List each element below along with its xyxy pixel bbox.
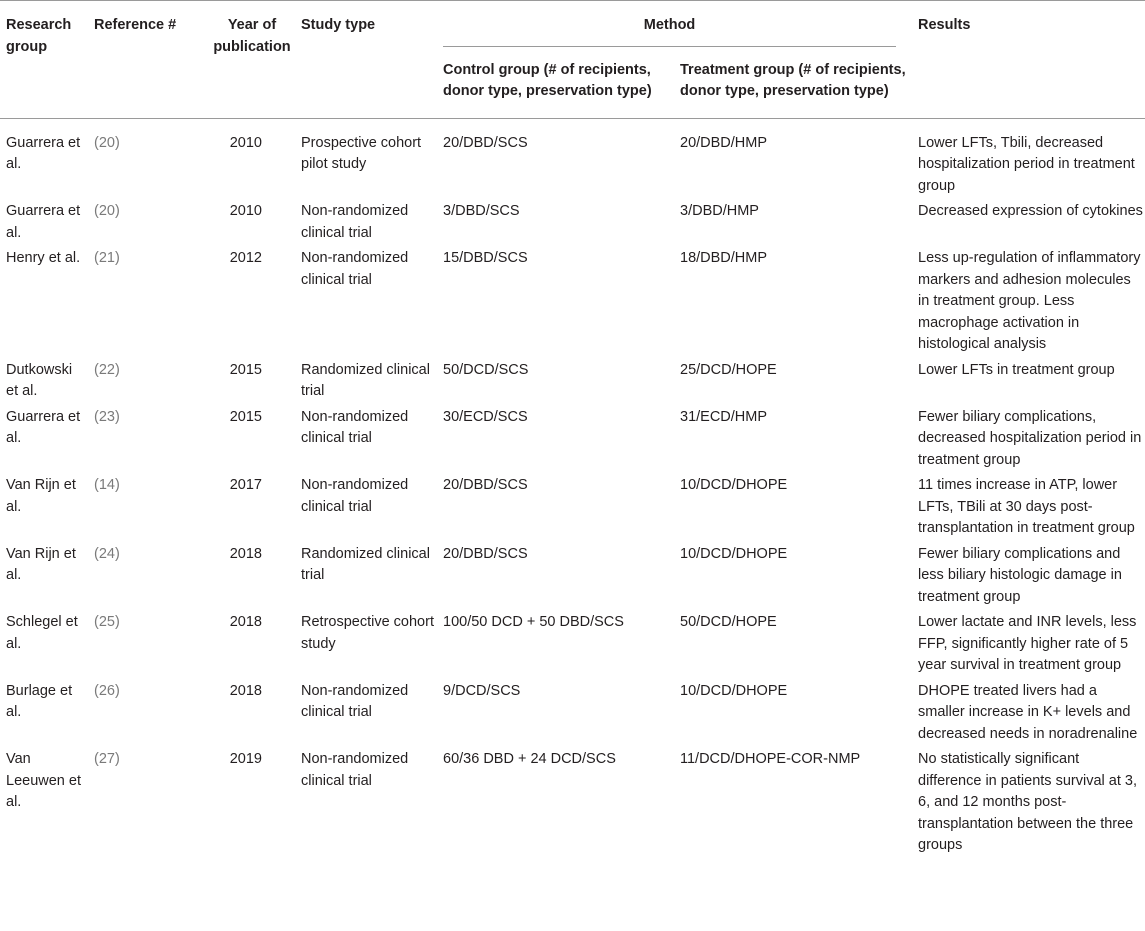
cell-results: Lower LFTs in treatment group bbox=[918, 361, 1115, 378]
cell-study-type: Prospective cohort pilot study bbox=[301, 134, 422, 172]
cell-treatment-group: 31/ECD/HMP bbox=[680, 408, 768, 425]
cell-treatment-group: 10/DCD/DHOPE bbox=[680, 682, 788, 699]
cell-results: Fewer biliary complications, decreased hospitalization period in treatment group bbox=[918, 408, 1142, 468]
cell-year: 2019 bbox=[229, 751, 262, 767]
cell-results: No statistically significant difference in patients survival at 3, 6, and 12 months post-transplantation between the three groups bbox=[918, 751, 1137, 853]
cell-treatment-group: 50/DCD/HOPE bbox=[680, 614, 777, 630]
table-row bbox=[0, 681, 1145, 750]
cell-reference: (27) bbox=[94, 751, 120, 767]
table-row bbox=[0, 475, 1145, 544]
cell-treatment-group: 18/DBD/HMP bbox=[680, 250, 768, 266]
table-row bbox=[0, 612, 1145, 681]
cell-year: 2018 bbox=[229, 614, 262, 630]
table-row bbox=[0, 118, 1145, 201]
cell-results: Decreased expression of cytokines bbox=[918, 203, 1143, 219]
header-results: Results bbox=[918, 17, 971, 33]
cell-study-type: Randomized clinical trial bbox=[301, 361, 430, 399]
cell-control-group: 100/50 DCD + 50 DBD/SCS bbox=[443, 614, 624, 630]
cell-reference: (25) bbox=[94, 614, 120, 630]
header-treatment-group: Treatment group (# of recipients, donor type, preservation type) bbox=[680, 61, 906, 99]
cell-study-type: Non-randomized clinical trial bbox=[301, 203, 409, 241]
cell-reference: (24) bbox=[94, 545, 120, 562]
cell-research-group: Van Rijn et al. bbox=[6, 477, 76, 515]
cell-reference: (14) bbox=[94, 477, 120, 493]
header-method bbox=[437, 1, 912, 54]
header-control-group: Control group (# of recipients, donor type, preservation type) bbox=[443, 61, 652, 99]
cell-study-type: Non-randomized clinical trial bbox=[301, 408, 409, 446]
cell-treatment-group: 25/DCD/HOPE bbox=[680, 361, 777, 378]
header-study-type: Study type bbox=[301, 17, 376, 33]
cell-treatment-group: 10/DCD/DHOPE bbox=[680, 477, 788, 493]
header-method-label: Method bbox=[443, 15, 896, 47]
cell-reference: (23) bbox=[94, 408, 120, 425]
header-row bbox=[0, 1, 1145, 54]
cell-results: Lower LFTs, Tbili, decreased hospitalization period in treatment group bbox=[918, 134, 1135, 194]
cell-control-group: 60/36 DBD + 24 DCD/SCS bbox=[443, 751, 616, 767]
cell-study-type: Randomized clinical trial bbox=[301, 545, 430, 583]
cell-control-group: 9/DCD/SCS bbox=[443, 682, 521, 699]
cell-results: Lower lactate and INR levels, less FFP, significantly higher rate of 5 year survival in treatment group bbox=[918, 614, 1137, 673]
cell-research-group: Van Leeuwen et al. bbox=[6, 751, 81, 810]
cell-study-type: Non-randomized clinical trial bbox=[301, 751, 409, 789]
cell-control-group: 20/DBD/SCS bbox=[443, 134, 528, 151]
cell-study-type: Non-randomized clinical trial bbox=[301, 682, 409, 720]
table-row bbox=[0, 407, 1145, 476]
table-row bbox=[0, 248, 1145, 360]
cell-reference: (20) bbox=[94, 134, 120, 151]
table-row bbox=[0, 749, 1145, 861]
header-year: Year of publication bbox=[213, 17, 291, 55]
cell-control-group: 3/DBD/SCS bbox=[443, 203, 520, 219]
cell-treatment-group: 3/DBD/HMP bbox=[680, 203, 759, 219]
cell-research-group: Guarrera et al. bbox=[6, 408, 81, 446]
cell-research-group: Henry et al. bbox=[6, 250, 81, 266]
cell-reference: (21) bbox=[94, 250, 120, 266]
cell-year: 2018 bbox=[229, 545, 262, 562]
cell-reference: (26) bbox=[94, 682, 120, 699]
cell-research-group: Guarrera et al. bbox=[6, 134, 81, 172]
cell-research-group: Van Rijn et al. bbox=[6, 545, 76, 583]
cell-year: 2018 bbox=[229, 682, 262, 699]
cell-research-group: Guarrera et al. bbox=[6, 203, 81, 241]
cell-year: 2015 bbox=[229, 361, 262, 378]
table-row bbox=[0, 544, 1145, 613]
cell-results: DHOPE treated livers had a smaller increase in K+ levels and decreased needs in noradrenaline bbox=[918, 682, 1138, 742]
cell-study-type: Retrospective cohort study bbox=[301, 614, 434, 652]
cell-results: Fewer biliary complications and less biliary histologic damage in treatment group bbox=[918, 545, 1122, 605]
cell-research-group: Burlage et al. bbox=[6, 682, 73, 720]
cell-treatment-group: 11/DCD/DHOPE-COR-NMP bbox=[680, 751, 861, 767]
cell-control-group: 20/DBD/SCS bbox=[443, 477, 528, 493]
cell-reference: (22) bbox=[94, 361, 120, 378]
header-reference: Reference # bbox=[94, 17, 177, 33]
cell-treatment-group: 20/DBD/HMP bbox=[680, 134, 768, 151]
cell-control-group: 15/DBD/SCS bbox=[443, 250, 528, 266]
table-row bbox=[0, 201, 1145, 248]
cell-reference: (20) bbox=[94, 203, 120, 219]
header-research-group: Research group bbox=[6, 17, 72, 55]
cell-treatment-group: 10/DCD/DHOPE bbox=[680, 545, 788, 562]
cell-study-type: Non-randomized clinical trial bbox=[301, 477, 409, 515]
cell-research-group: Dutkowski et al. bbox=[6, 361, 73, 399]
cell-year: 2017 bbox=[229, 477, 262, 493]
cell-control-group: 20/DBD/SCS bbox=[443, 545, 528, 562]
cell-control-group: 30/ECD/SCS bbox=[443, 408, 528, 425]
cell-year: 2012 bbox=[229, 250, 262, 266]
cell-results: 11 times increase in ATP, lower LFTs, TBili at 30 days post-transplantation in treatment group bbox=[918, 477, 1135, 536]
cell-research-group: Schlegel et al. bbox=[6, 614, 78, 652]
cell-control-group: 50/DCD/SCS bbox=[443, 361, 529, 378]
table-row bbox=[0, 360, 1145, 407]
cell-results: Less up-regulation of inflammatory markers and adhesion molecules in treatment group. Less macrophage activation in histological analysis bbox=[918, 250, 1141, 352]
cell-year: 2010 bbox=[229, 203, 262, 219]
cell-study-type: Non-randomized clinical trial bbox=[301, 250, 409, 288]
cell-year: 2010 bbox=[229, 134, 262, 151]
cell-year: 2015 bbox=[229, 408, 262, 425]
